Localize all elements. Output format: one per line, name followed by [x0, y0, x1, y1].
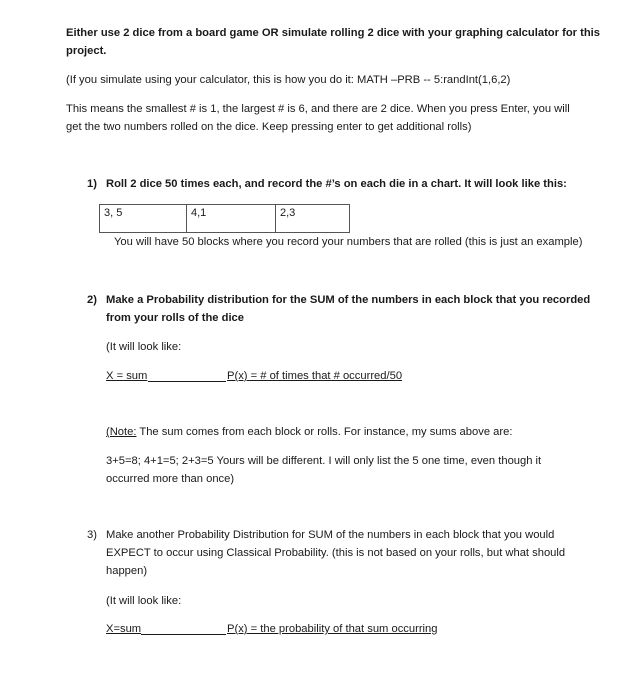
step3-px-label: P(x) = the probability of that sum occurring: [227, 623, 438, 635]
step1-number: 1): [87, 178, 97, 190]
step2-look-like: (It will look like:: [106, 341, 182, 353]
table-cell: 3, 5: [100, 205, 187, 233]
intro-explain-line1: This means the smallest # is 1, the largest # is 6, and there are 2 dice. When you press Enter, you will: [66, 103, 570, 115]
step2-px-label: P(x) = # of times that # occurred/50: [227, 370, 403, 382]
intro-heading-line1: Either use 2 dice from a board game OR simulate rolling 2 dice with your graphing calculator for this: [66, 27, 601, 39]
step3-number: 3): [87, 529, 97, 541]
step3-instruction-line1: Make another Probability Distribution for SUM of the numbers in each block that you would: [106, 529, 555, 541]
table-cell: 2,3: [276, 205, 350, 233]
step2-x-label: X = sum: [106, 370, 148, 382]
step2-instruction-line2: from your rolls of the dice: [106, 312, 244, 324]
step1-note: You will have 50 blocks where you record your numbers that are rolled (this is just an example): [114, 236, 583, 248]
step2-instruction-line1: Make a Probability distribution for the SUM of the numbers in each block that you recorded: [106, 294, 591, 306]
note-text: The sum comes from each block or rolls. For instance, my sums above are:: [136, 426, 513, 438]
table-row: [100, 205, 350, 233]
step2-number: 2): [87, 294, 97, 306]
calculator-note: (If you simulate using your calculator, this is how you do it: MATH –PRB -- 5:randInt(1,6,2): [66, 74, 511, 86]
step2-sums-line2: occurred more than once): [106, 473, 235, 485]
step2-x-column: [106, 370, 147, 382]
example-rolls-table: [99, 204, 350, 233]
step2-sums-line1: 3+5=8; 4+1=5; 2+3=5 Yours will be different. I will only list the 5 one time, even though it: [106, 455, 542, 467]
step3-instruction-line3: happen): [106, 565, 148, 577]
blank-line: [141, 623, 226, 635]
step3-look-like: (It will look like:: [106, 595, 182, 607]
note-label: (Note:: [106, 426, 137, 438]
step2-note: [106, 426, 512, 438]
intro-explain-line2: get the two numbers rolled on the dice. Keep pressing enter to get additional rolls): [66, 121, 472, 133]
step1-instruction: Roll 2 dice 50 times each, and record the #’s on each die in a chart. It will look like this:: [106, 178, 567, 190]
step3-x-label: X=sum: [106, 623, 142, 635]
table-cell: 4,1: [187, 205, 276, 233]
intro-heading-line2: project.: [66, 45, 107, 57]
step3-instruction-line2: EXPECT to occur using Classical Probability. (this is not based on your rolls, but what should: [106, 547, 566, 559]
blank-line: [148, 370, 226, 382]
step3-x-column: [106, 623, 141, 635]
